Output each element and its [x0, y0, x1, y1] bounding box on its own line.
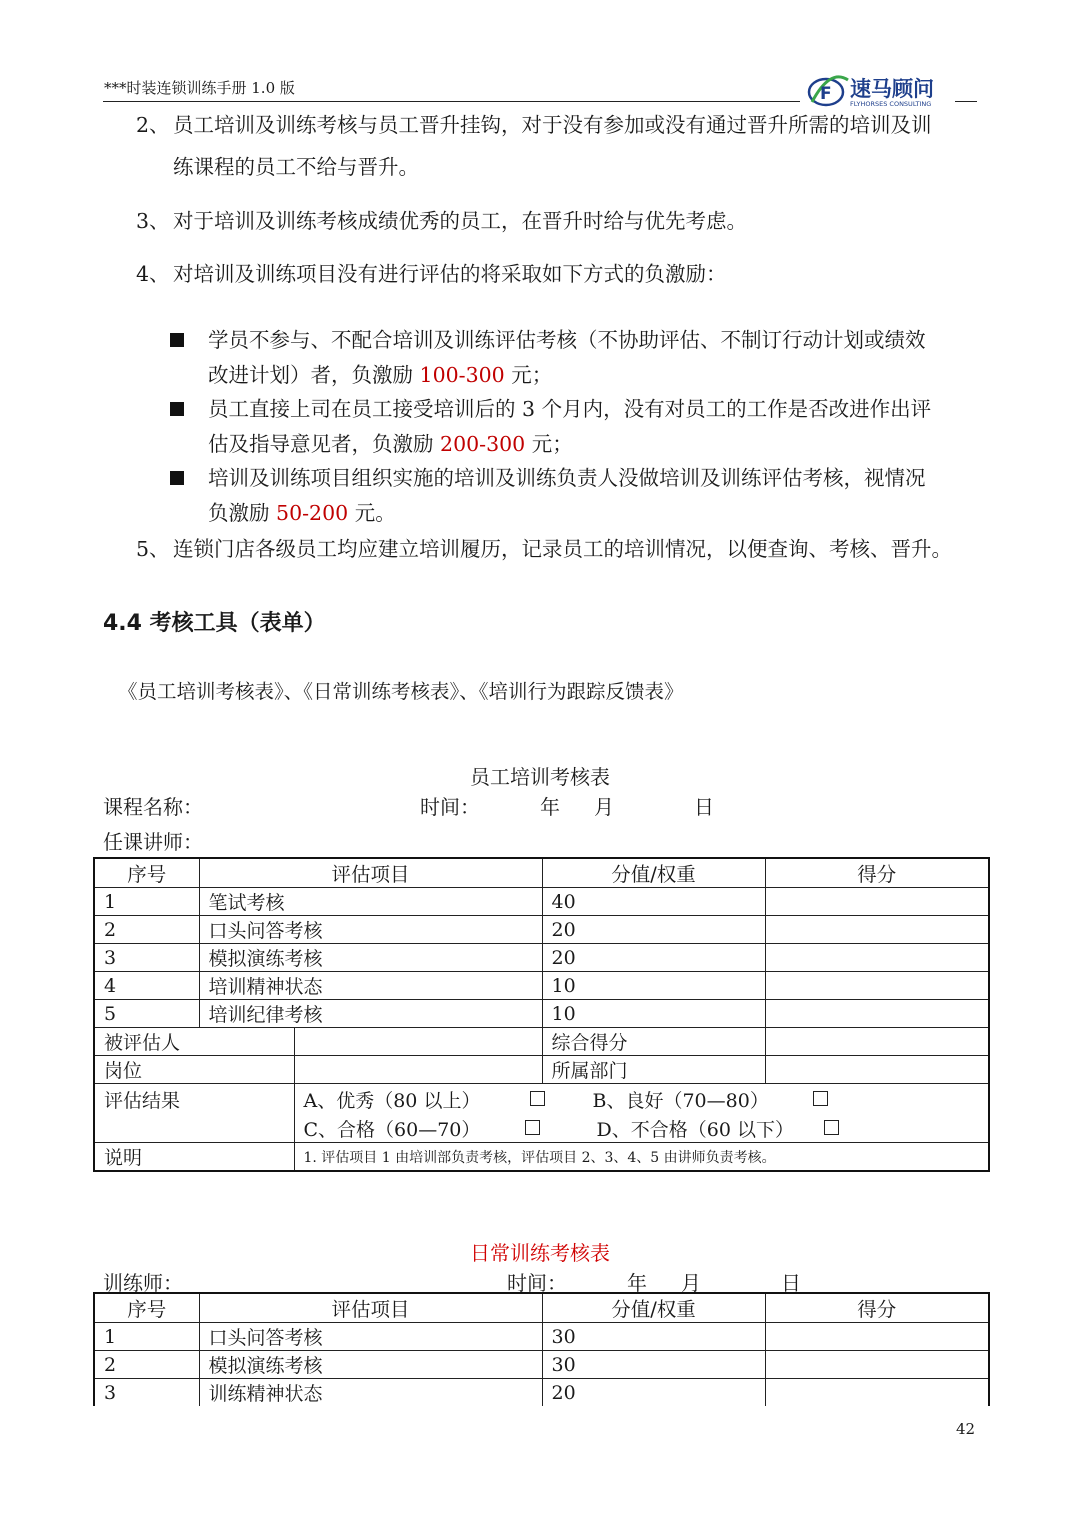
- header-score: 得分: [765, 858, 989, 888]
- table-row: 2 口头问答考核 20: [94, 916, 989, 944]
- option-d[interactable]: D、不合格（60 以下）: [596, 1119, 794, 1141]
- bullet-icon: [170, 333, 184, 347]
- score-cell[interactable]: [765, 888, 989, 916]
- logo-text: 速马顾问: [850, 77, 934, 101]
- logo-mark: F: [820, 84, 832, 104]
- checkbox-a[interactable]: [530, 1091, 545, 1106]
- table-row: 2 模拟演练考核 30: [94, 1351, 989, 1379]
- table-row: 3 训练精神状态 20: [94, 1379, 989, 1407]
- section-title: 4.4 考核工具（表单）: [103, 611, 326, 636]
- month-label: 月: [594, 795, 614, 819]
- header-item: 评估项目: [199, 858, 542, 888]
- option-b[interactable]: B、良好（70—80）: [592, 1090, 769, 1112]
- header-weight: 分值/权重: [542, 1293, 765, 1323]
- training-assessment-table: [93, 857, 990, 1172]
- header-title: ***时装连锁训练手册 1.0 版: [104, 79, 295, 97]
- time-label-2: 时间：: [507, 1271, 567, 1295]
- score-cell[interactable]: [765, 1000, 989, 1028]
- logo-subtext: FLYHORSES CONSULTING: [850, 100, 932, 108]
- table-row: 4 培训精神状态 10: [94, 972, 989, 1000]
- bullet-2-line-1: 员工直接上司在员工接受培训后的 3 个月内，没有对员工的工作是否改进作出评: [208, 397, 932, 421]
- penalty-amount-2: 200-300: [440, 432, 526, 456]
- header-rule: [103, 101, 800, 102]
- bullet-2-line-2: 估及指导意见者，负激励 200-300 元；: [208, 432, 573, 456]
- score-cell[interactable]: [765, 916, 989, 944]
- score-cell[interactable]: [765, 1351, 989, 1379]
- total-score-field[interactable]: [765, 1028, 989, 1056]
- header-rule-end: [955, 101, 977, 102]
- table-row: 5 培训纪律考核 10: [94, 1000, 989, 1028]
- item-5-text: 连锁门店各级员工均应建立培训履历，记录员工的培训情况，以便查询、考核、晋升。: [173, 537, 952, 561]
- header-no: 序号: [94, 1293, 199, 1323]
- checkbox-d[interactable]: [824, 1120, 839, 1135]
- penalty-amount-3: 50-200: [276, 501, 349, 525]
- table-row: 1 笔试考核 40: [94, 888, 989, 916]
- penalty-amount-1: 100-300: [419, 363, 505, 387]
- note-label: 说明: [94, 1143, 294, 1172]
- total-score-label: 综合得分: [542, 1028, 765, 1056]
- forms-list: 《员工培训考核表》、《日常训练考核表》、《培训行为跟踪反馈表》: [118, 680, 684, 703]
- bullet-3-line-2: 负激励 50-200 元。: [208, 501, 396, 525]
- score-cell[interactable]: [765, 1323, 989, 1351]
- note-text: 1. 评估项目 1 由培训部负责考核，评估项目 2、3、4、5 由讲师负责考核。: [294, 1143, 989, 1172]
- table-row: 1 口头问答考核 30: [94, 1323, 989, 1351]
- score-cell[interactable]: [765, 972, 989, 1000]
- item-4-text: 对培训及训练项目没有进行评估的将采取如下方式的负激励：: [173, 262, 727, 286]
- score-cell[interactable]: [765, 1379, 989, 1407]
- item-2-line-1: 员工培训及训练考核与员工晋升挂钩，对于没有参加或没有通过晋升所需的培训及训: [173, 113, 932, 137]
- table-row: 3 模拟演练考核 20: [94, 944, 989, 972]
- bullet-3-line-1: 培训及训练项目组织实施的培训及训练负责人没做培训及训练评估考核，视情况: [208, 466, 926, 490]
- result-options: [294, 1084, 989, 1143]
- time-label: 时间：: [420, 795, 480, 819]
- table1-caption: 员工培训考核表: [470, 765, 610, 789]
- bullet-icon: [170, 471, 184, 485]
- month-label-2: 月: [681, 1271, 701, 1295]
- year-label-2: 年: [627, 1271, 647, 1295]
- header-score: 得分: [765, 1293, 989, 1323]
- department-label: 所属部门: [542, 1056, 765, 1084]
- page-number: 42: [956, 1420, 976, 1438]
- bullet-icon: [170, 402, 184, 416]
- header-weight: 分值/权重: [542, 858, 765, 888]
- bullet-1-line-2: 改进计划）者，负激励 100-300 元；: [208, 363, 553, 387]
- day-label: 日: [694, 795, 714, 819]
- result-label: 评估结果: [94, 1084, 294, 1143]
- daily-training-table: [93, 1292, 990, 1406]
- header-no: 序号: [94, 858, 199, 888]
- item-4-number: 4、: [136, 262, 170, 286]
- bullet-1-line-1: 学员不参与、不配合培训及训练评估考核（不协助评估、不制订行动计划或绩效: [208, 328, 926, 352]
- item-3-text: 对于培训及训练考核成绩优秀的员工，在晋升时给与优先考虑。: [173, 209, 747, 233]
- item-2-line-2: 练课程的员工不给与晋升。: [173, 155, 419, 179]
- assessee-label: 被评估人: [94, 1028, 294, 1056]
- day-label-2: 日: [781, 1271, 801, 1295]
- option-a[interactable]: A、优秀（80 以上）: [303, 1090, 481, 1112]
- trainer-label: 训练师：: [103, 1271, 183, 1295]
- item-3-number: 3、: [136, 209, 170, 233]
- year-label: 年: [540, 795, 560, 819]
- assessee-field[interactable]: [294, 1028, 542, 1056]
- checkbox-c[interactable]: [525, 1120, 540, 1135]
- table2-caption: 日常训练考核表: [470, 1241, 610, 1265]
- company-logo: [804, 70, 956, 110]
- department-field[interactable]: [765, 1056, 989, 1084]
- checkbox-b[interactable]: [813, 1091, 828, 1106]
- position-field[interactable]: [294, 1056, 542, 1084]
- score-cell[interactable]: [765, 944, 989, 972]
- course-name-label: 课程名称：: [103, 795, 203, 819]
- item-5-number: 5、: [136, 537, 170, 561]
- position-label: 岗位: [94, 1056, 294, 1084]
- option-c[interactable]: C、合格（60—70）: [303, 1119, 481, 1141]
- header-item: 评估项目: [199, 1293, 542, 1323]
- item-2-number: 2、: [136, 113, 170, 137]
- lecturer-label: 任课讲师：: [103, 830, 203, 854]
